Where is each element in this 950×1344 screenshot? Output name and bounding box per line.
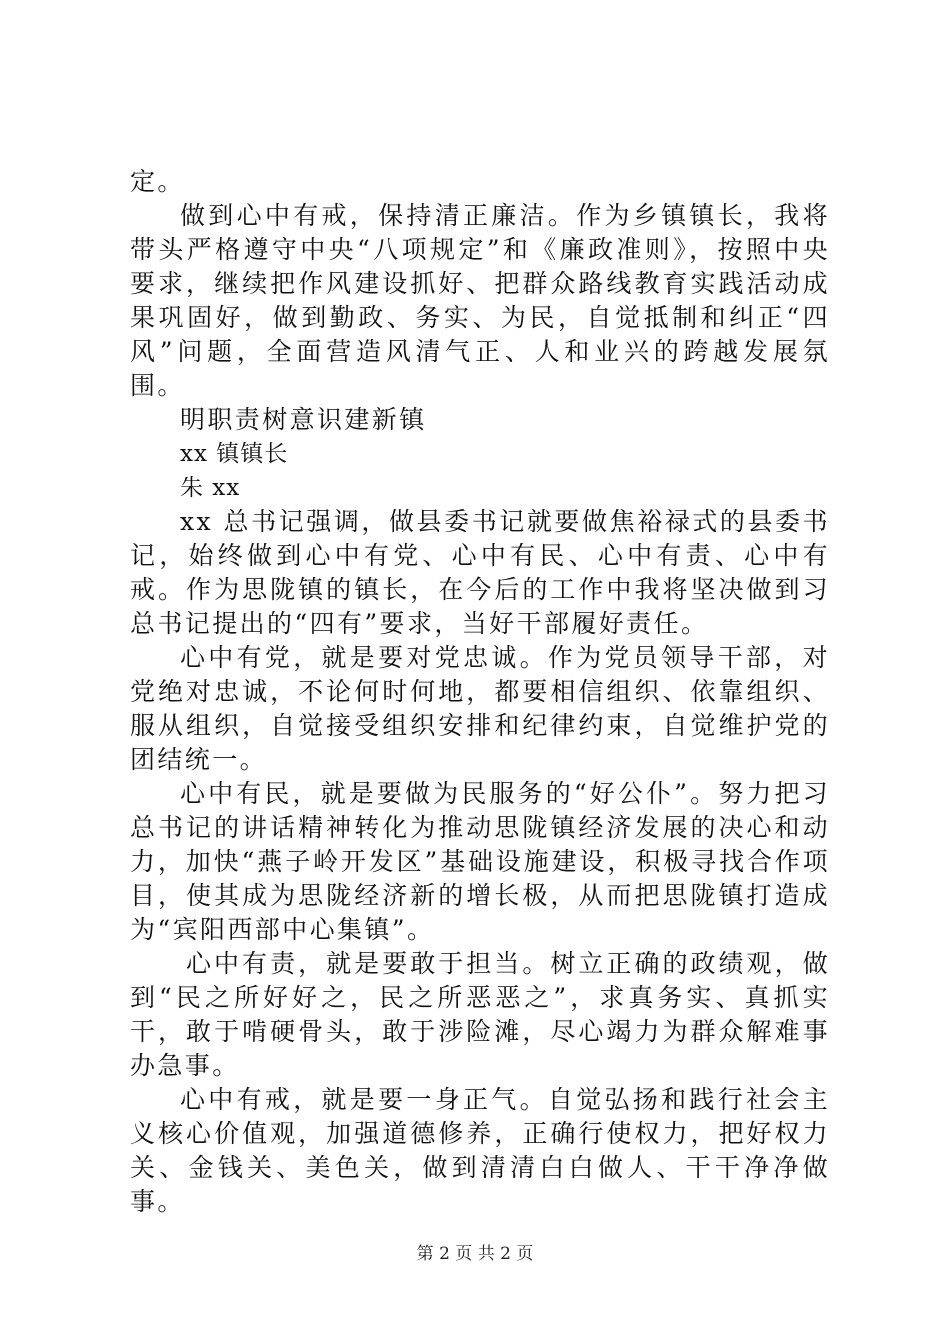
paragraph-people: 心中有民，就是要做为民服务的“好公仆”。努力把习总书记的讲话精神转化为推动思陇镇经济发展的决心和动力，加快“燕子岭开发区”基础设施建设，积极寻找合作项目，使其成为思陇经济新的增长极，从而把思陇镇打造成为“宾阳西部中心集镇”。	[130, 779, 830, 944]
article-title: 明职责树意识建新镇	[180, 405, 427, 434]
paragraph-discipline: 心中有戒，就是要一身正气。自觉弘扬和践行社会主义核心价值观，加强道德修养，正确行使权力，把好权力关、金钱关、美色关，做到清清白白做人、干干净净做事。	[130, 1085, 830, 1216]
paragraph-continuation: 定。	[130, 167, 185, 196]
author-position: xx 镇镇长	[180, 441, 289, 467]
paragraph-responsibility: 心中有责，就是要敢于担当。树立正确的政绩观，做到“民之所好好之，民之所恶恶之”，求真务实、真抓实干，敢于啃硬骨头，敢于涉险滩，尽心竭力为群众解难事办急事。	[130, 949, 830, 1080]
paragraph-party: 心中有党，就是要对党忠诚。作为党员领导干部，对党绝对忠诚，不论何时何地，都要相信组织、依靠组织、服从组织，自觉接受组织安排和纪律约束，自觉维护党的团结统一。	[130, 643, 830, 774]
page-footer: 第 2 页 共 2 页	[416, 1244, 534, 1264]
document-body	[130, 165, 830, 1219]
author-name: 朱 xx	[180, 475, 241, 501]
paragraph-intro: xx 总书记强调，做县委书记就要做焦裕禄式的县委书记，始终做到心中有党、心中有民、心中有责、心中有戒。作为思陇镇的镇长，在今后的工作中我将坚决做到习总书记提出的“四有”要求，当好干部履好责任。	[130, 507, 830, 638]
paragraph-integrity: 做到心中有戒，保持清正廉洁。作为乡镇镇长，我将带头严格遵守中央“八项规定”和《廉政准则》，按照中央要求，继续把作风建设抓好、把群众路线教育实践活动成果巩固好，做到勤政、务实、为民，自觉抵制和纠正“四风”问题，全面营造风清气正、人和业兴的跨越发展氛围。	[130, 201, 830, 400]
